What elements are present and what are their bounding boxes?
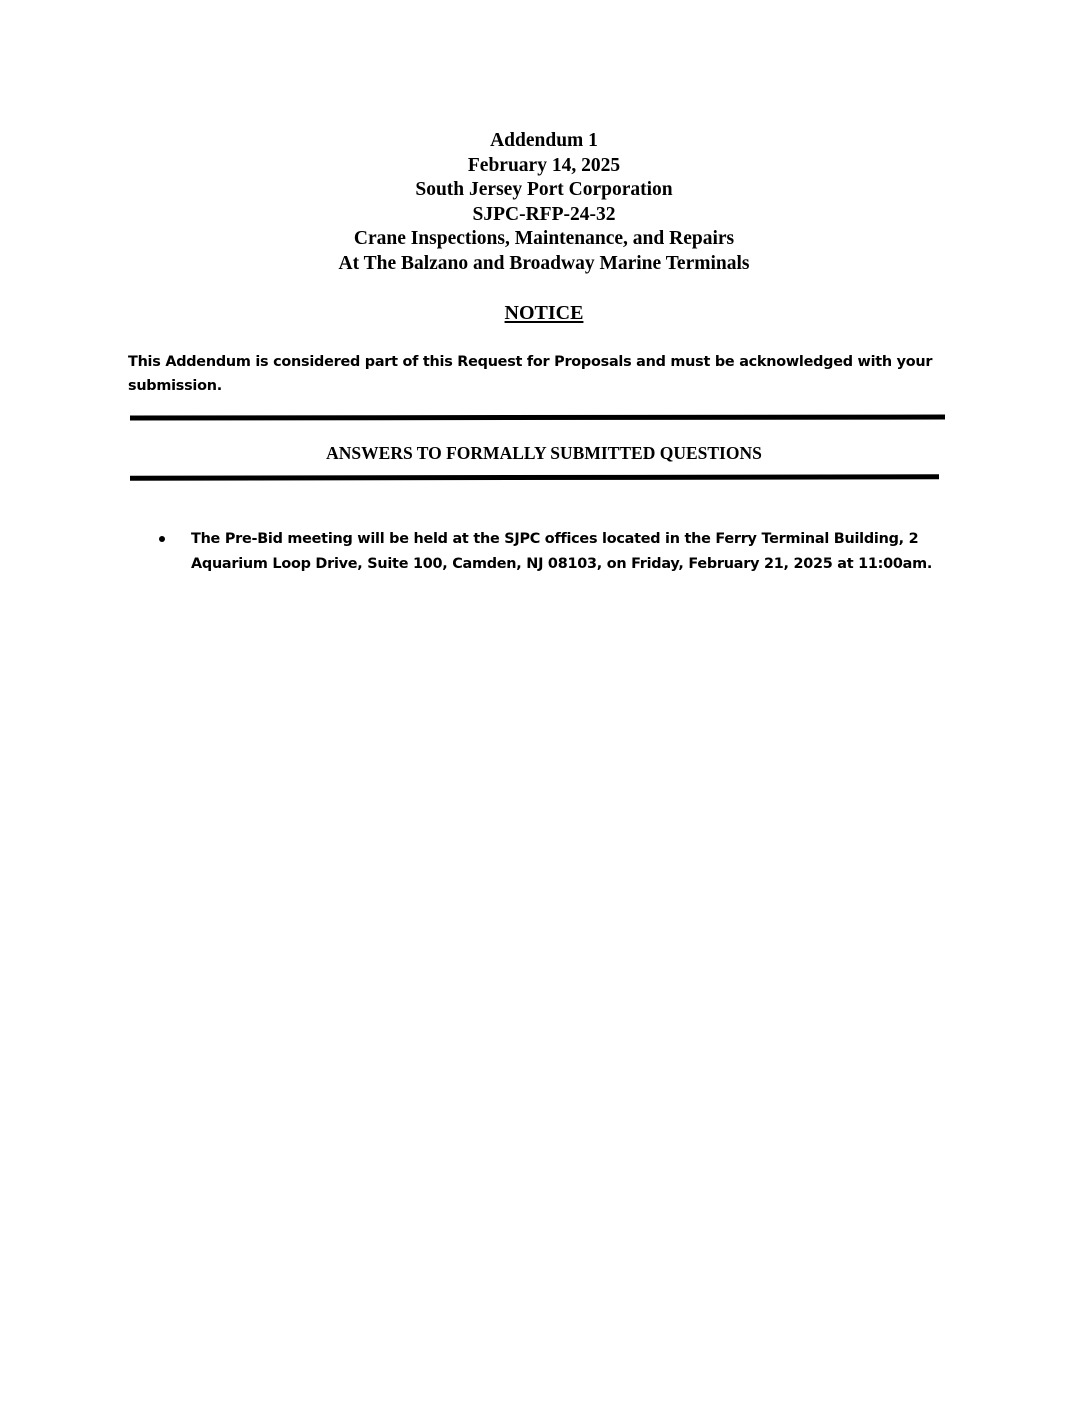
document-header (0, 129, 1088, 277)
rfp-title: Crane Inspections, Maintenance, and Repairs (353, 228, 735, 250)
addendum-date: February 14, 2025 (467, 154, 621, 176)
answer-text: The Pre-Bid meeting will be held at the SJPC offices located in the Ferry Terminal Building, 2 Aquarium Loop Drive, Suite 100, Camden, NJ 08103, on Friday, February 21, 2025 at 11:00am. (191, 531, 933, 572)
rfp-location: At The Balzano and Broadway Marine Terminals (338, 252, 750, 274)
rfp-number: SJPC-RFP-24-32 (472, 203, 616, 225)
answers-list (150, 527, 970, 577)
notice-heading: NOTICE (504, 302, 584, 324)
list-item (150, 527, 970, 577)
organization-name: South Jersey Port Corporation (415, 179, 673, 201)
addendum-number: Addendum 1 (490, 130, 598, 151)
notice-text: This Addendum is considered part of this Request for Proposals and must be acknowledged with your submission. (128, 354, 933, 394)
bullet-icon (159, 536, 165, 542)
section-heading: ANSWERS TO FORMALLY SUBMITTED QUESTIONS (326, 443, 762, 463)
bottom-divider (130, 474, 939, 480)
top-divider (130, 415, 945, 421)
